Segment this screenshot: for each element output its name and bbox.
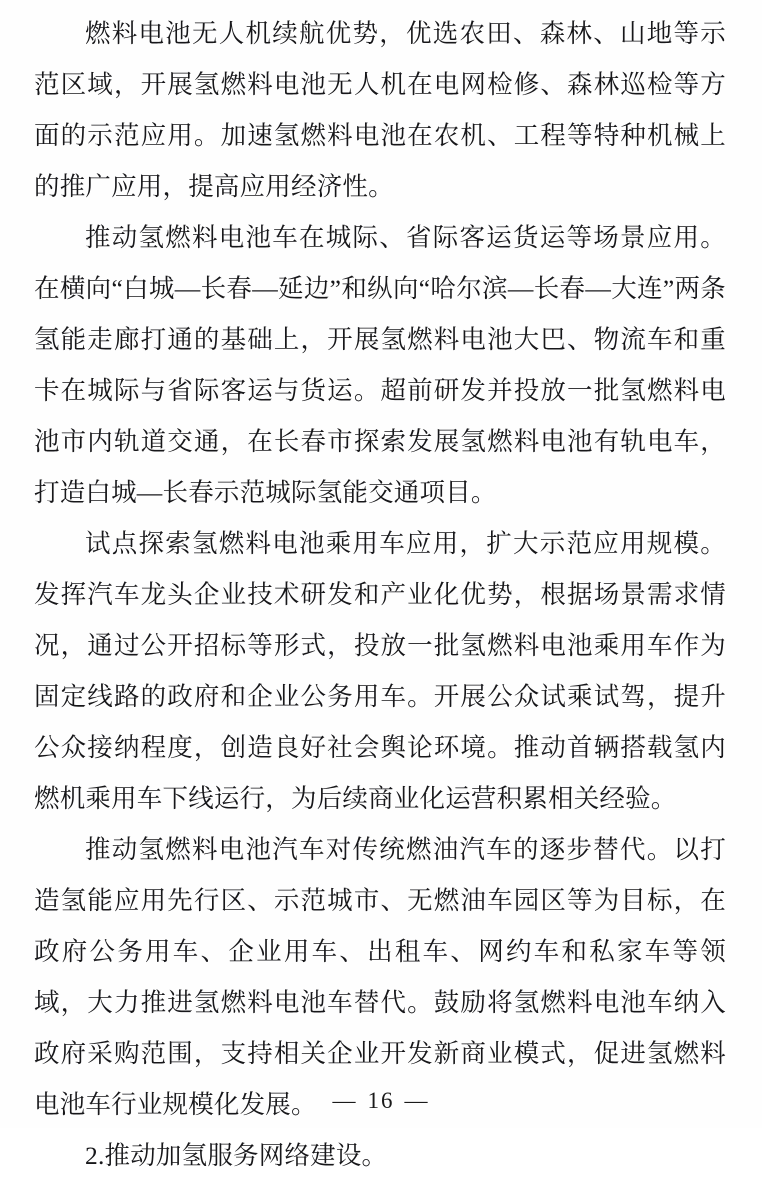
page-number-value: 16 bbox=[367, 1088, 395, 1113]
page-number bbox=[0, 1088, 762, 1114]
page-number-dash-left: — bbox=[332, 1088, 358, 1113]
paragraph-1: 燃料电池无人机续航优势，优选农田、森林、山地等示范区域，开展氢燃料电池无人机在电网检修、森林巡检等方面的示范应用。加速氢燃料电池在农机、工程等特种机械上的推广应用，提高应用经济性。 bbox=[34, 19, 726, 201]
paragraph-5-heading: 2.推动加氢服务网络建设。 bbox=[85, 1141, 388, 1170]
document-body bbox=[34, 8, 726, 1181]
paragraph-3: 试点探索氢燃料电池乘用车应用，扩大示范应用规模。发挥汽车龙头企业技术研发和产业化优势，根据场景需求情况，通过公开招标等形式，投放一批氢燃料电池乘用车作为固定线路的政府和企业公务用车。开展公众试乘试驾，提升公众接纳程度，创造良好社会舆论环境。推动首辆搭载氢内燃机乘用车下线运行，为后续商业化运营积累相关经验。 bbox=[34, 529, 726, 813]
paragraph-4: 推动氢燃料电池汽车对传统燃油汽车的逐步替代。以打造氢能应用先行区、示范城市、无燃油车园区等为目标，在政府公务用车、企业用车、出租车、网约车和私家车等领域，大力推进氢燃料电池车替代。鼓励将氢燃料电池车纳入政府采购范围，支持相关企业开发新商业模式，促进氢燃料电池车行业规模化发展。 bbox=[34, 835, 726, 1119]
page-number-dash-right: — bbox=[404, 1088, 430, 1113]
paragraph-2: 推动氢燃料电池车在城际、省际客运货运等场景应用。在横向“白城—长春—延边”和纵向“哈尔滨—长春—大连”两条氢能走廊打通的基础上，开展氢燃料电池大巴、物流车和重卡在城际与省际客运与货运。超前研发并投放一批氢燃料电池市内轨道交通，在长春市探索发展氢燃料电池有轨电车，打造白城—长春示范城际氢能交通项目。 bbox=[34, 223, 726, 507]
